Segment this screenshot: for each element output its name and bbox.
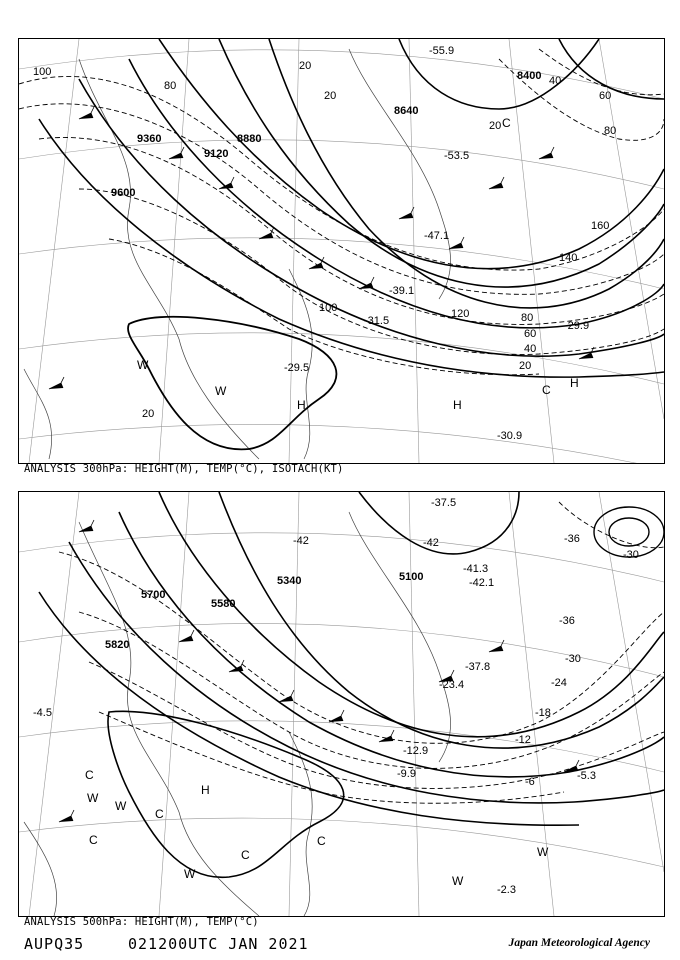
analysis-500hpa-map [18,491,665,917]
temp-label: -29.5 [284,362,310,374]
high-pressure-symbol: H [201,783,210,797]
cold-center-symbol: C [542,383,551,397]
isotach-label: 20 [324,90,337,102]
height-contours [39,492,664,877]
isotach-label: 20 [142,408,155,420]
isotach-label: 20 [489,120,502,132]
temp-label: -41.3 [463,563,489,575]
isotach-label: 160 [591,220,610,232]
warm-center-symbol: W [452,874,464,888]
caption-500hpa: ANALYSIS 500hPa: HEIGHT(M), TEMP(°C) [24,916,259,928]
isotach-label: 100 [319,302,338,314]
temp-label: -30.9 [497,430,523,442]
isotach-label: 40 [549,75,562,87]
isotach-label: 80 [164,80,177,92]
temp-label: -39.1 [389,285,415,297]
map-500hpa-canvas [19,492,664,916]
isotherm-label: -36 [564,533,580,545]
height-label: 9360 [137,133,162,145]
isotherm-label: -42 [423,537,439,549]
warm-center-symbol: W [537,845,549,859]
temp-label: -31.5 [364,315,390,327]
isotach-label: 60 [524,328,537,340]
graticule [19,492,664,916]
height-label: 5700 [141,589,166,601]
height-label: 5820 [105,639,130,651]
cold-center-symbol: C [89,833,98,847]
isotherm-label: -12 [515,734,531,746]
isotherm-label: -30 [565,653,581,665]
temp-label: -12.9 [403,745,429,757]
high-pressure-symbol: H [453,398,462,412]
isotherm-label: -18 [535,707,551,719]
isotach-label: 80 [604,125,617,137]
isotach-label: 80 [521,312,534,324]
cold-center-symbol: C [502,116,511,130]
isotach-label: 40 [524,343,537,355]
temp-label: -2.3 [497,884,516,896]
isotherm-label: -24 [551,677,567,689]
map-300hpa-canvas [19,39,664,463]
high-pressure-symbol: H [297,398,306,412]
isotach-label: 20 [519,360,532,372]
isotherm-label: -42 [293,535,309,547]
chart-timestamp: 021200UTC JAN 2021 [128,935,309,953]
isotherm-label: -36 [559,615,575,627]
warm-center-symbol: W [115,799,127,813]
temp-label: -29.9 [564,320,590,332]
warm-center-symbol: W [184,867,196,881]
isotach-label: 100 [33,66,52,78]
height-label: 8640 [394,105,419,117]
temp-label: -47.1 [424,230,450,242]
isotherm-label: -6 [525,776,535,788]
height-label: 5340 [277,575,302,587]
cold-center-symbol: C [85,768,94,782]
isotach-label: 60 [599,90,612,102]
temp-label: -53.5 [444,150,470,162]
height-label: 9120 [204,148,229,160]
temp-label: -37.5 [431,497,457,509]
temp-label: -55.9 [429,45,455,57]
coastlines [24,49,451,459]
temp-label: -23.4 [439,679,465,691]
chart-id: AUPQ35 [24,935,85,953]
closed-low-inner [609,518,649,546]
warm-center-symbol: W [137,358,149,372]
isotherm-label: -30 [623,549,639,561]
caption-300hpa: ANALYSIS 300hPa: HEIGHT(M), TEMP(°C), ISOTACH(KT) [24,463,344,475]
height-label: 9600 [111,187,136,199]
height-label: 8400 [517,70,542,82]
isotach-label: 140 [559,252,578,264]
temp-label: -9.9 [397,768,416,780]
cold-center-symbol: C [241,848,250,862]
height-label: 8880 [237,133,262,145]
height-label: 5100 [399,571,424,583]
temp-label: -5.3 [577,770,596,782]
temp-label: -42.1 [469,577,495,589]
agency-name: Japan Meteorological Agency [508,937,650,949]
cold-center-symbol: C [317,834,326,848]
isotach-label: 20 [299,60,312,72]
warm-center-symbol: W [87,791,99,805]
height-label: 5580 [211,598,236,610]
isotach-label: 120 [451,308,470,320]
analysis-300hpa-map [18,38,665,464]
cold-center-symbol: C [155,807,164,821]
temp-label: -4.5 [33,707,52,719]
warm-center-symbol: W [215,384,227,398]
high-pressure-symbol: H [570,376,579,390]
graticule [19,39,664,463]
temp-label: -37.8 [465,661,491,673]
